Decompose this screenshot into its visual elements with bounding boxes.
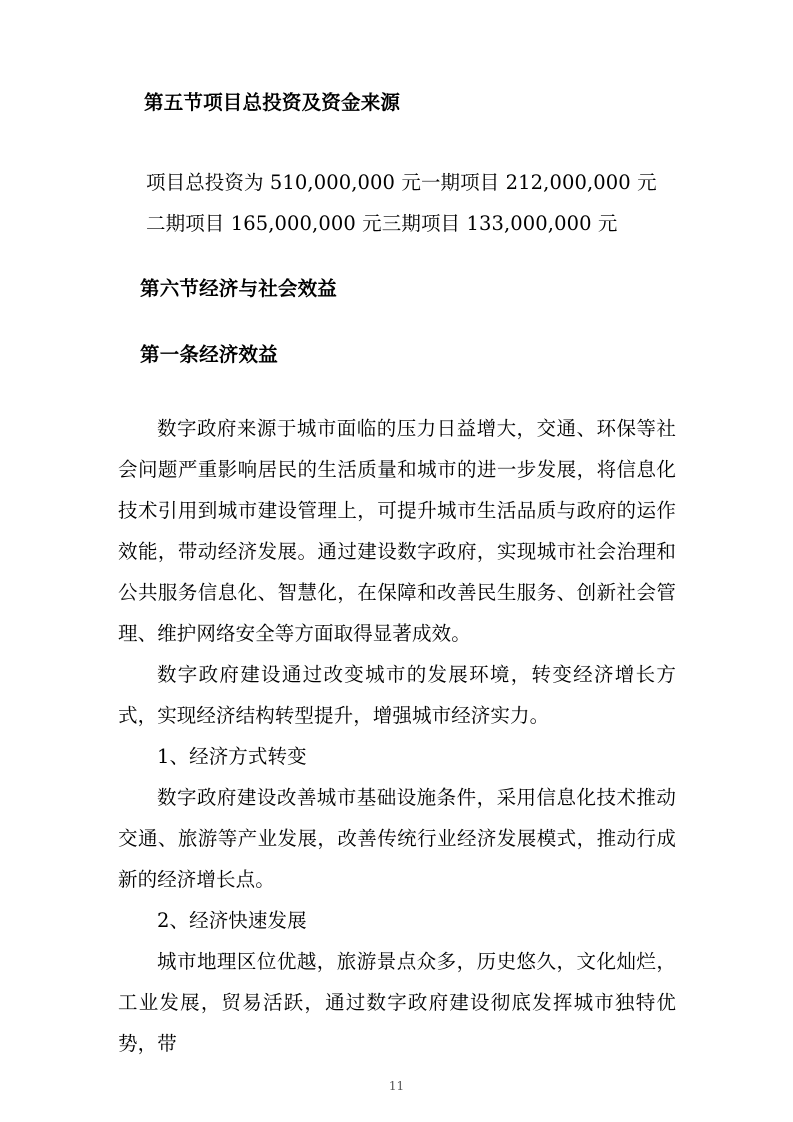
spacer — [118, 304, 676, 340]
spacer — [118, 370, 676, 408]
investment-line-2: 二期项目 165,000,000 元三期项目 133,000,000 元 — [146, 212, 618, 235]
page-number: 11 — [388, 1079, 405, 1093]
document-content — [118, 88, 676, 1064]
paragraph-digital-government-origin: 数字政府来源于城市面临的压力日益增大，交通、环保等社会问题严重影响居民的生活质量和城市的进一步发展，将信息化技术引用到城市建设管理上，可提升城市生活品质与政府的运作效能，带动经济发展。通过建设数字政府，实现城市社会治理和公共服务信息化、智慧化，在保障和改善民生服务、创新社会管理、维护网络安全等方面取得显著成效。 — [118, 417, 676, 645]
paragraph-infrastructure-improvement: 数字政府建设改善城市基础设施条件，采用信息化技术推动交通、旅游等产业发展，改善传统行业经济发展模式，推动行成新的经济增长点。 — [118, 786, 676, 891]
item-1-economic-mode-transformation: 1、经济方式转变 — [157, 745, 307, 768]
spacer — [118, 118, 676, 162]
section-five-heading: 第五节项目总投资及资金来源 — [144, 91, 401, 114]
paragraph-city-advantages: 城市地理区位优越，旅游景点众多，历史悠久，文化灿烂，工业发展，贸易活跃，通过数字政府建设彻底发挥城市独特优势，带 — [118, 950, 676, 1055]
item-2-rapid-economic-development: 2、经济快速发展 — [157, 909, 307, 932]
section-six-heading: 第六节经济与社会效益 — [140, 277, 338, 300]
article-one-heading: 第一条经济效益 — [140, 343, 278, 366]
investment-line-1: 项目总投资为 510,000,000 元一期项目 212,000,000 元 — [146, 171, 657, 194]
spacer — [118, 244, 676, 274]
paragraph-development-environment: 数字政府建设通过改变城市的发展环境，转变经济增长方式，实现经济结构转型提升，增强城市经济实力。 — [118, 663, 676, 727]
